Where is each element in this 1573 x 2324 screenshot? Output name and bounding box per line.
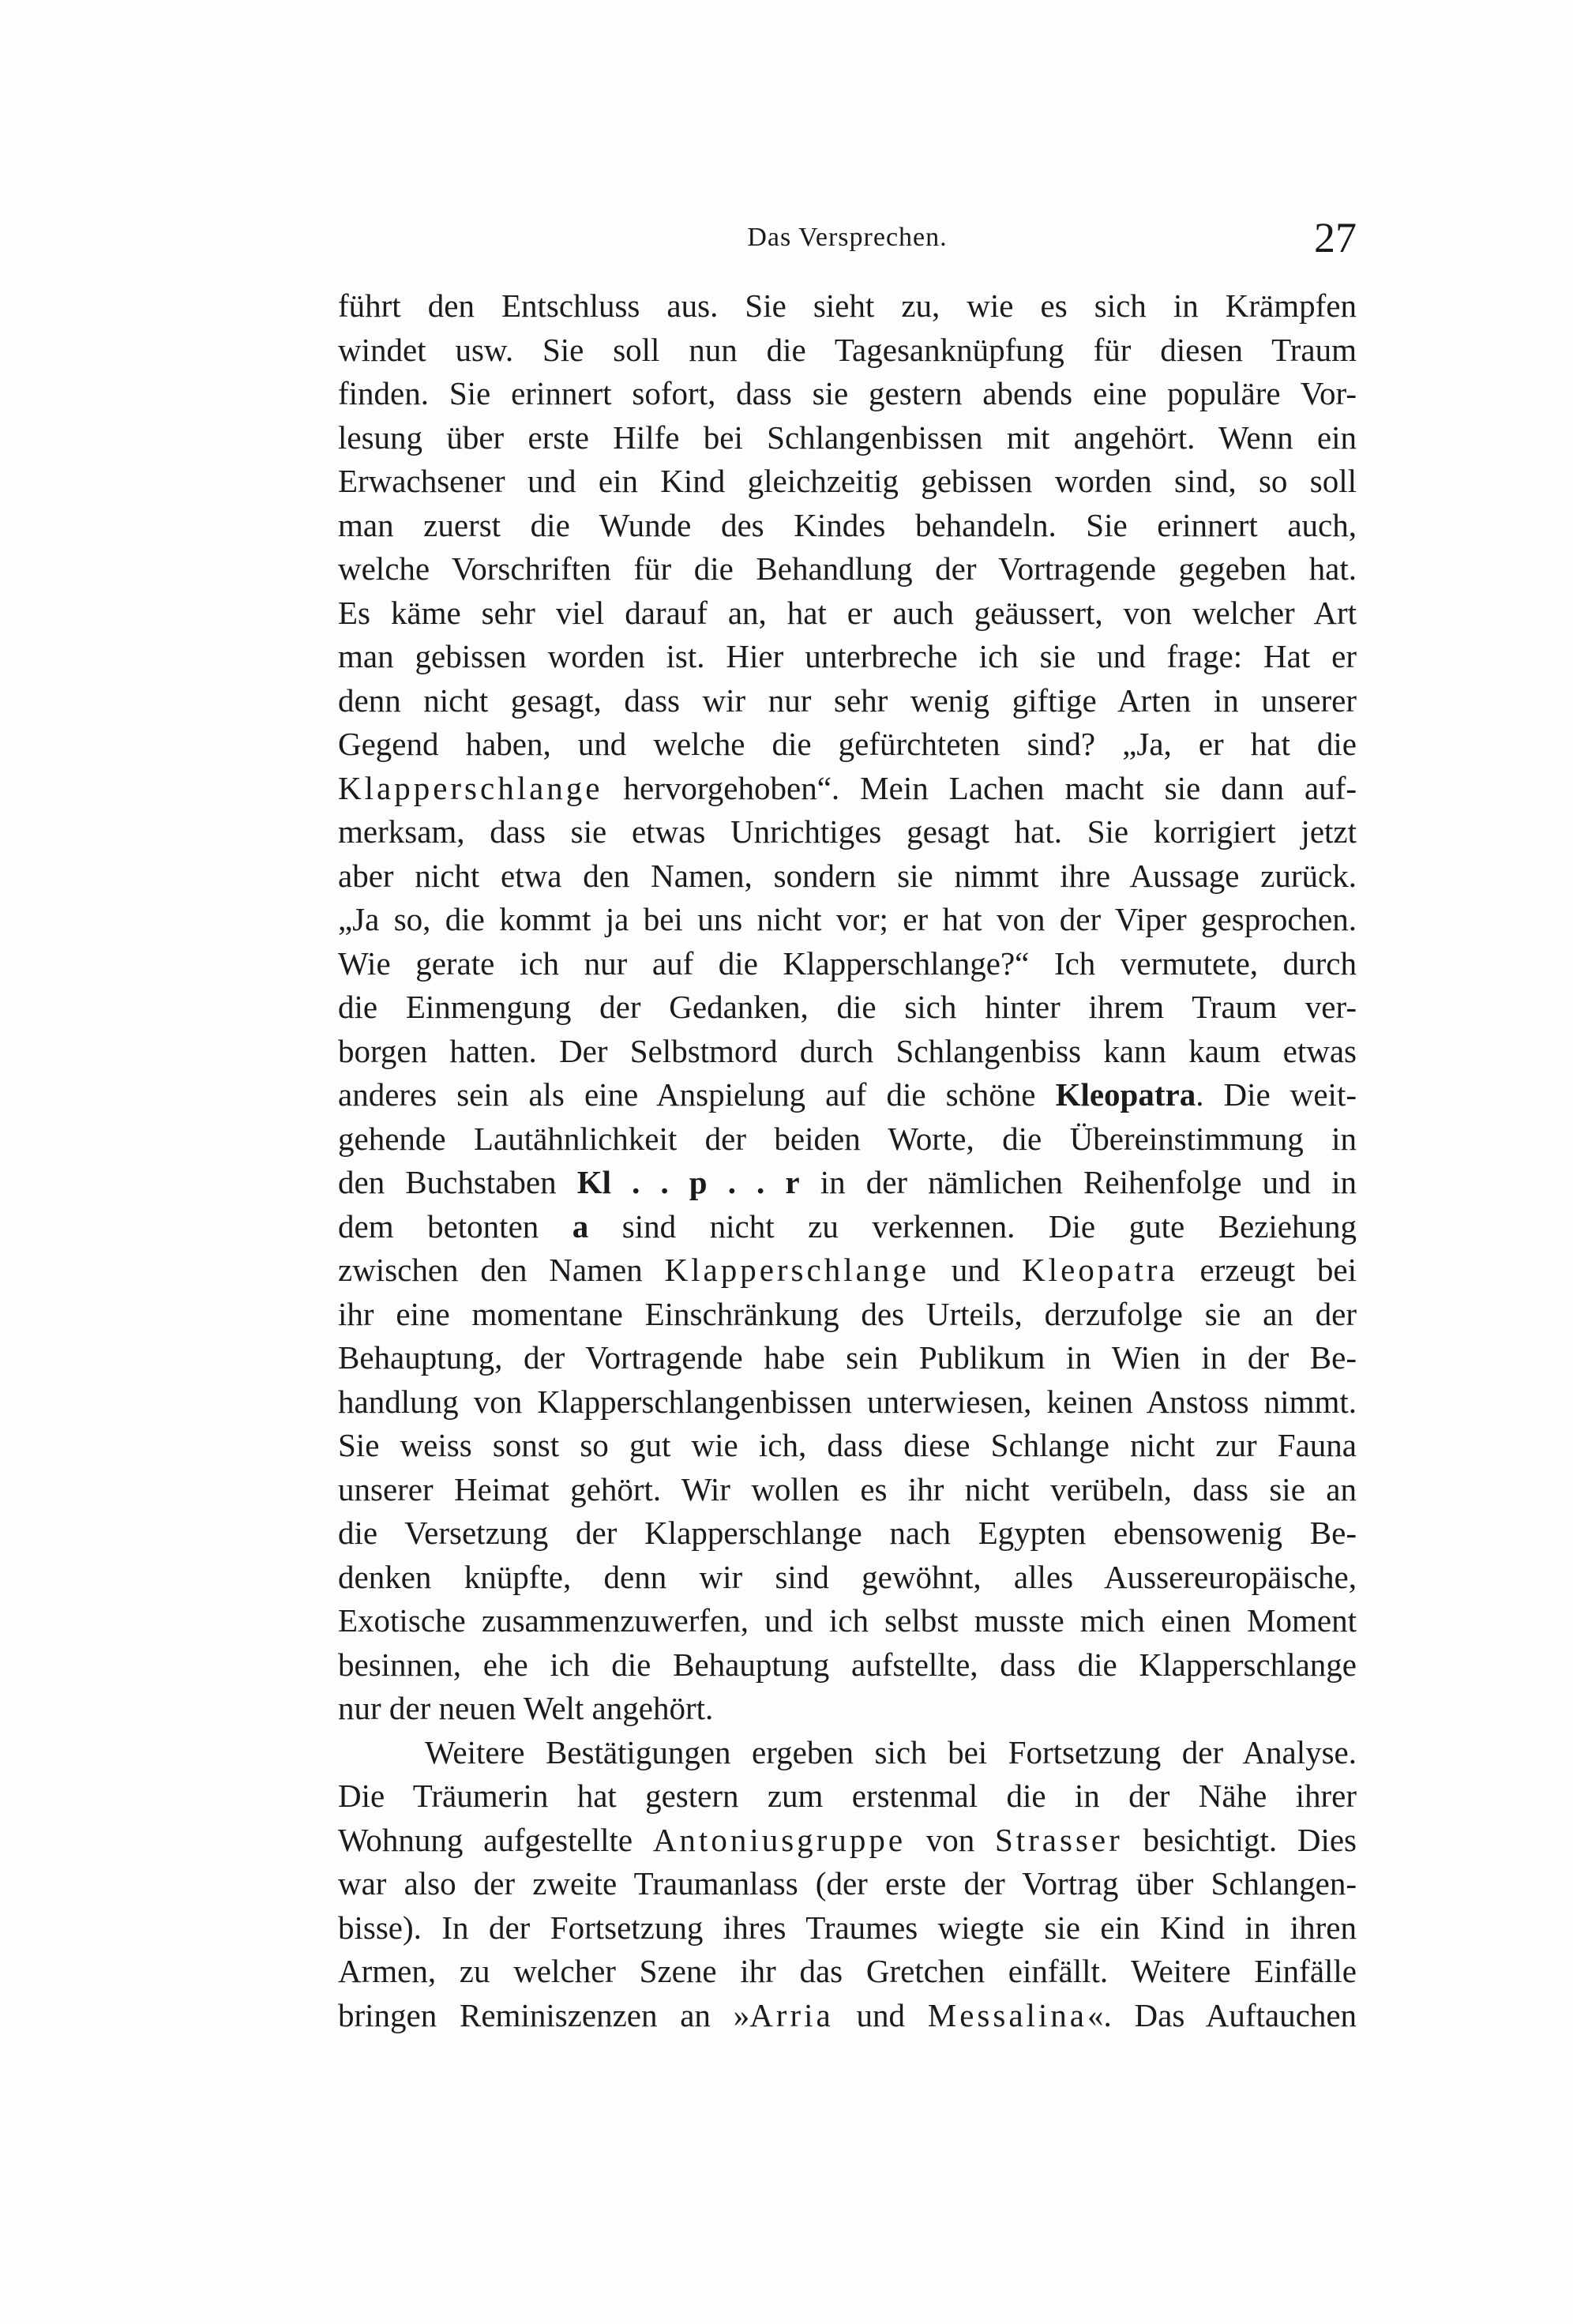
text-line: führt den Entschluss aus. Sie sieht zu, wie es sich in Krämpfen — [338, 287, 1357, 324]
emphasis-bold: a — [572, 1207, 589, 1245]
body-text — [338, 284, 1357, 2037]
running-title: Das Versprechen. — [747, 223, 948, 252]
text-line: nur der neuen Welt angehört. — [338, 1690, 714, 1726]
text-line: man zuerst die Wunde des Kindes behandeln. Sie erinnert auch, — [338, 506, 1357, 543]
text-segment: und — [833, 1996, 928, 2033]
text-segment: erzeugt bei — [1177, 1252, 1357, 1288]
text-line: Die Träumerin hat gestern zum erstenmal die in der Nähe ihrer — [338, 1778, 1357, 1814]
text-line: Es käme sehr viel darauf an, hat er auch geäussert, von welcher Art — [338, 594, 1357, 631]
text-line: finden. Sie erinnert sofort, dass sie gestern abends eine populäre Vor- — [338, 375, 1357, 411]
text-line: lesung über erste Hilfe bei Schlangenbissen mit angehört. Wenn ein — [338, 419, 1357, 456]
text-line: denn nicht gesagt, dass wir nur sehr wenig giftige Arten in unserer — [338, 681, 1357, 719]
text-segment: in der nämlichen Reihenfolge und in — [799, 1164, 1357, 1200]
text-line: man gebissen worden ist. Hier unterbreche ich sie und frage: Hat er — [338, 638, 1357, 674]
page-number: 27 — [1314, 214, 1357, 261]
text-line: aber nicht etwa den Namen, sondern sie nimmt ihre Aussage zurück. — [338, 857, 1357, 894]
text-segment: anderes sein als eine Anspielung auf die schöne — [338, 1076, 1056, 1113]
text-line: Sie weiss sonst so gut wie ich, dass diese Schlange nicht zur Fauna — [338, 1427, 1357, 1463]
text-line: ihr eine momentane Einschränkung des Urteils, derzufolge sie an der — [338, 1295, 1357, 1332]
text-line: besinnen, ehe ich die Behauptung aufstellte, dass die Klapperschlange — [338, 1646, 1357, 1683]
text-line: borgen hatten. Der Selbstmord durch Schlangenbiss kann kaum etwas — [338, 1032, 1357, 1069]
text-segment: besichtigt. Dies — [1122, 1821, 1357, 1858]
text-line: bisse). In der Fortsetzung ihres Traumes wiegte sie ein Kind in ihren — [338, 1909, 1357, 1946]
text-segment: bringen Reminiszenzen an » — [338, 1996, 750, 2033]
text-line: Armen, zu welcher Szene ihr das Gretchen einfällt. Weitere Einfälle — [338, 1953, 1357, 1989]
emphasis-spaced: Klapperschlange — [664, 1252, 929, 1288]
text-line: die Einmengung der Gedanken, die sich hinter ihrem Traum ver- — [338, 989, 1357, 1025]
emphasis-spaced: Kleopatra — [1022, 1252, 1178, 1288]
text-line: „Ja so, die kommt ja bei uns nicht vor; er hat von der Viper gesprochen. — [338, 901, 1357, 937]
text-line — [338, 1073, 1357, 1117]
emphasis-spaced: Klapperschlange — [338, 769, 603, 806]
emphasis-spaced: Strasser — [994, 1821, 1123, 1858]
text-line: Behauptung, der Vortragende habe sein Publikum in Wien in der Be- — [338, 1339, 1357, 1376]
text-line: merksam, dass sie etwas Unrichtiges gesagt hat. Sie korrigiert jetzt — [338, 813, 1357, 850]
emphasis-bold: Kl . . p . . r — [576, 1164, 800, 1200]
text-line: denken knüpfte, denn wir sind gewöhnt, alles Aussereuropäische, — [338, 1558, 1357, 1595]
text-line — [338, 1205, 1357, 1249]
text-line: Gegend haben, und welche die gefürchteten sind? „Ja, er hat die — [338, 726, 1357, 762]
text-segment: und — [929, 1252, 1023, 1288]
text-line: unserer Heimat gehört. Wir wollen es ihr nicht verübeln, dass sie an — [338, 1470, 1357, 1507]
emphasis-spaced: Messalina — [927, 1996, 1087, 2033]
text-segment: «. Das Auftauchen — [1087, 1996, 1357, 2033]
text-segment: hervorgehoben“. Mein Lachen macht sie dann auf- — [603, 769, 1357, 806]
text-line — [338, 1161, 1357, 1205]
text-line: war also der zweite Traumanlass (der erste der Vortrag über Schlangen- — [338, 1865, 1357, 1902]
text-line: die Versetzung der Klapperschlange nach Egypten ebensowenig Be- — [338, 1515, 1357, 1551]
text-line — [338, 1819, 1357, 1863]
text-line: windet usw. Sie soll nun die Tagesanknüpfung für diesen Traum — [338, 331, 1357, 368]
text-segment: sind nicht zu verkennen. Die gute Beziehung — [588, 1207, 1357, 1245]
emphasis-spaced: Antoniusgruppe — [652, 1821, 907, 1858]
text-line — [338, 1248, 1357, 1293]
emphasis-bold: Kleopatra — [1055, 1076, 1196, 1113]
text-line: welche Vorschriften für die Behandlung der Vortragende gegeben hat. — [338, 550, 1357, 587]
text-segment: . Die weit- — [1196, 1076, 1357, 1113]
text-line: Wie gerate ich nur auf die Klapperschlange?“ Ich vermutete, durch — [338, 944, 1357, 982]
text-line: gehende Lautähnlichkeit der beiden Worte, die Übereinstimmung in — [338, 1120, 1357, 1157]
text-segment: dem betonten — [338, 1207, 573, 1245]
text-segment: Wohnung aufgestellte — [338, 1821, 653, 1858]
running-header — [338, 213, 1357, 268]
text-line: Erwachsener und ein Kind gleichzeitig gebissen worden sind, so soll — [338, 463, 1357, 499]
emphasis-spaced: Arria — [749, 1996, 834, 2033]
text-segment: von — [906, 1821, 995, 1858]
text-segment: den Buchstaben — [338, 1164, 577, 1200]
text-line — [338, 1994, 1357, 2038]
text-line: Weitere Bestätigungen ergeben sich bei Fortsetzung der Analyse. — [425, 1733, 1357, 1770]
text-line: Exotische zusammenzuwerfen, und ich selbst musste mich einen Moment — [338, 1602, 1357, 1639]
text-segment: zwischen den Namen — [338, 1252, 665, 1288]
text-line — [338, 767, 1357, 811]
text-line: handlung von Klapperschlangenbissen unterwiesen, keinen Anstoss nimmt. — [338, 1383, 1357, 1420]
